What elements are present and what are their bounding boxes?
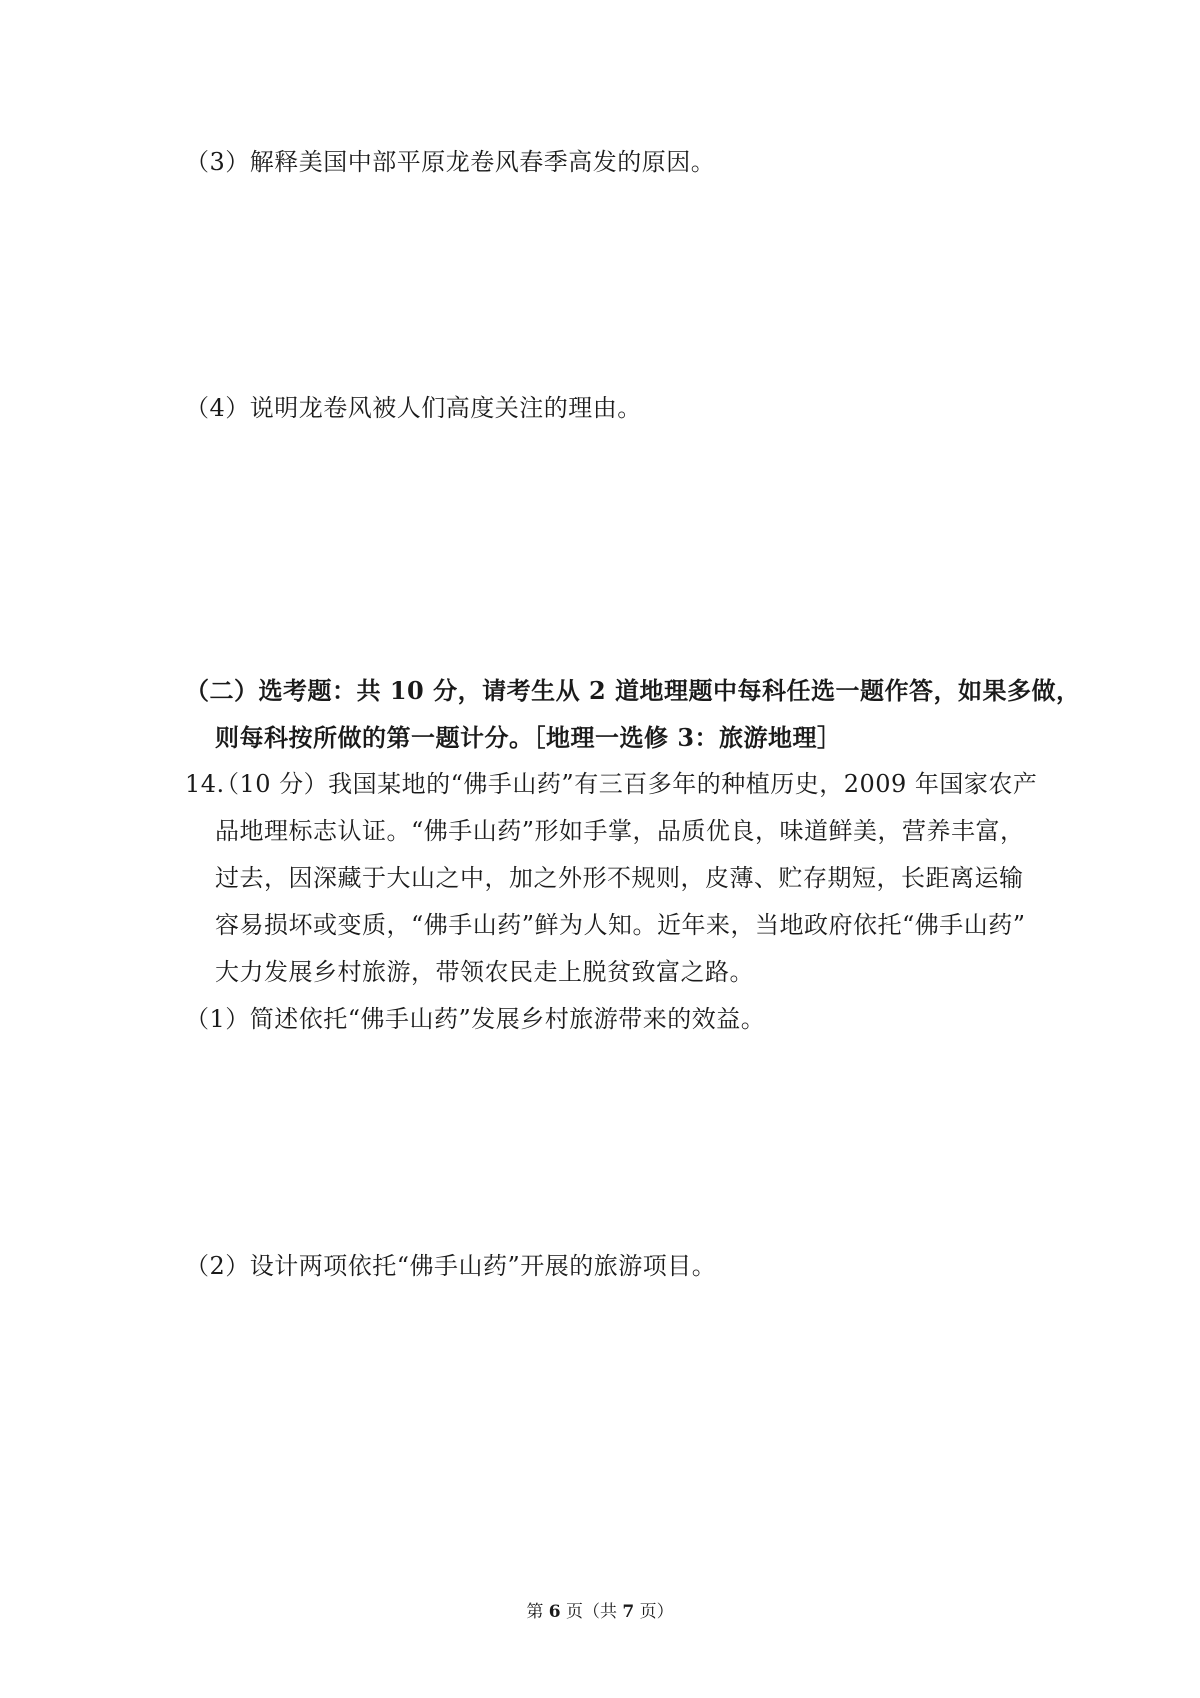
section-heading-line1: （二）选考题：共 10 分，请考生从 2 道地理题中每科任选一题作答，如果多做， [185,676,1081,705]
page-footer [0,1600,1200,1624]
footer-middle: 页（共 [566,1602,617,1622]
q14-stem-line: （10 分）我国某地的“佛手山药”有三百多年的种植历史，2009 年国家农产 [215,770,1038,798]
q14-part2: （2）设计两项依托“佛手山药”开展的旅游项目。 [185,1252,717,1280]
footer-prefix: 第 [526,1602,544,1622]
q14-stem-line: 容易损坏或变质，“佛手山药”鲜为人知。近年来，当地政府依托“佛手山药” [215,911,1026,939]
footer-total-pages: 7 [622,1602,635,1622]
footer-current-page: 6 [548,1602,561,1622]
q14-stem-line: 品地理标志认证。“佛手山药”形如手掌，品质优良，味道鲜美，营养丰富， [215,817,1025,845]
q13-part3: （3）解释美国中部平原龙卷风春季高发的原因。 [185,148,716,176]
footer-suffix: 页） [639,1602,674,1622]
q14-stem-line: 大力发展乡村旅游，带领农民走上脱贫致富之路。 [215,958,754,986]
q13-part4: （4）说明龙卷风被人们高度关注的理由。 [185,394,642,422]
q14-number: 14. [185,770,225,798]
q14-stem-line: 过去，因深藏于大山之中，加之外形不规则，皮薄、贮存期短，长距离运输 [215,864,1024,892]
q14-part1: （1）简述依托“佛手山药”发展乡村旅游带来的效益。 [185,1005,766,1033]
section-heading-line2: 则每科按所做的第一题计分。［地理一选修 3：旅游地理］ [215,723,842,752]
